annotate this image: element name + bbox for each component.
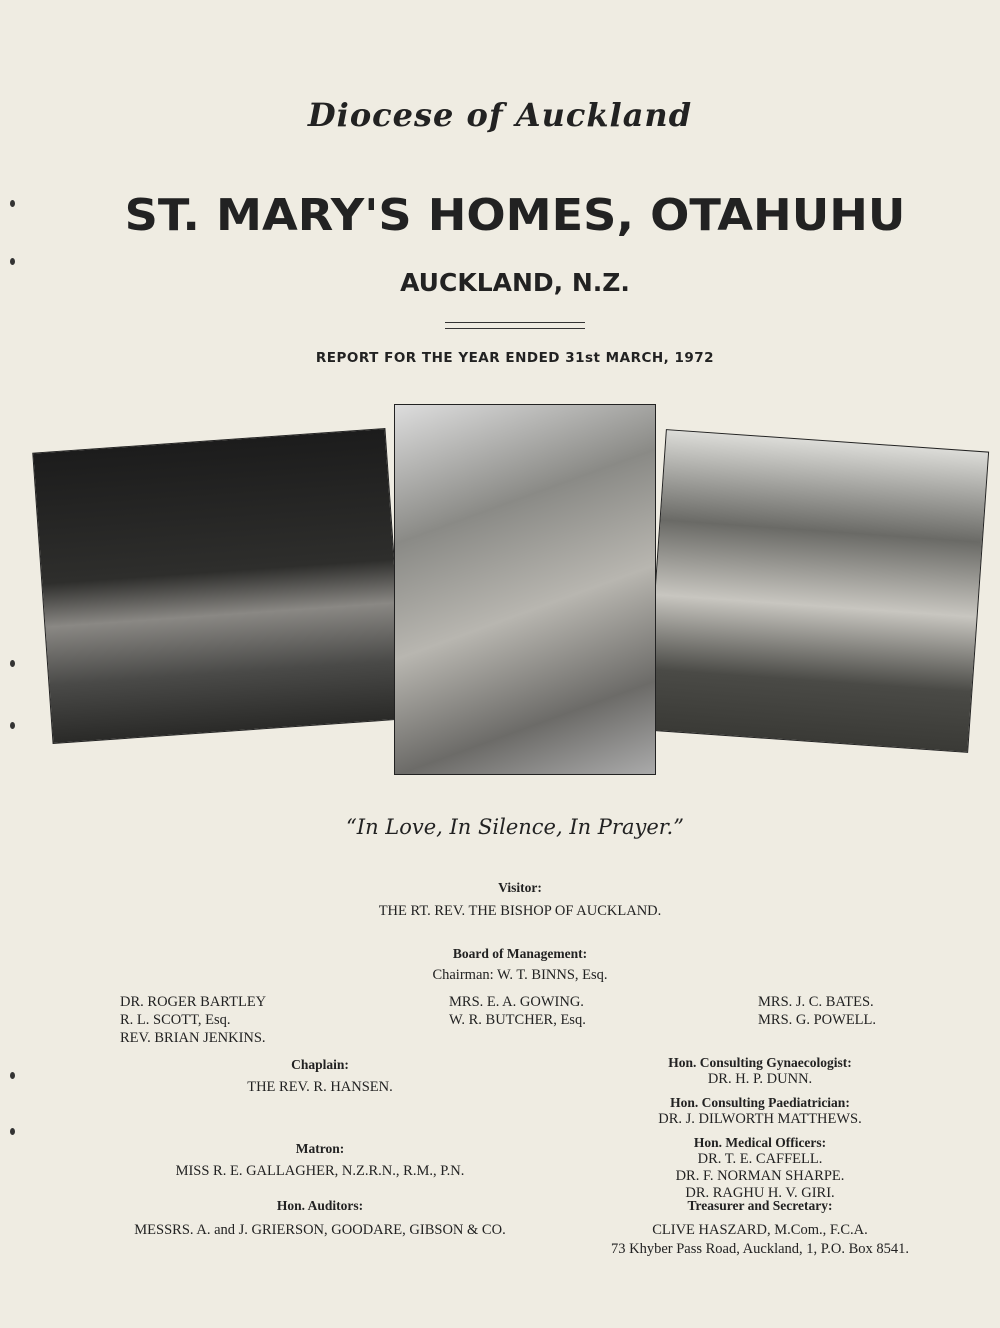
paediatrician-name: DR. J. DILWORTH MATTHEWS. — [658, 1111, 862, 1127]
medical-heading: Hon. Medical Officers: — [693, 1135, 827, 1150]
nursery-photo — [394, 404, 656, 775]
diocese-heading: Diocese of Auckland — [307, 96, 693, 134]
treasurer-name: CLIVE HASZARD, M.Com., F.C.A. — [652, 1222, 868, 1238]
matron-name: MISS R. E. GALLAGHER, N.Z.R.N., R.M., P.N. — [175, 1163, 465, 1179]
report-subtitle: REPORT FOR THE YEAR ENDED 31st MARCH, 1972 — [315, 350, 715, 366]
chaplain-heading: Chaplain: — [291, 1057, 349, 1072]
location: AUCKLAND, N.Z. — [400, 268, 630, 297]
gynaecologist-heading: Hon. Consulting Gynaecologist: — [668, 1055, 852, 1070]
treasurer-heading: Treasurer and Secretary: — [687, 1198, 833, 1213]
board-middle-column — [449, 993, 586, 1029]
paediatrician-heading: Hon. Consulting Paediatrician: — [670, 1095, 850, 1110]
treasurer-section — [550, 1198, 970, 1258]
medical-officer: DR. T. E. CAFFELL. — [697, 1151, 823, 1167]
punch-hole — [10, 1128, 15, 1135]
board-member: MRS. G. POWELL. — [758, 1012, 877, 1028]
matron-heading: Matron: — [295, 1141, 345, 1156]
board-member: MRS. J. C. BATES. — [758, 994, 874, 1010]
board-member: REV. BRIAN JENKINS. — [120, 1030, 266, 1046]
visitor-name: THE RT. REV. THE BISHOP OF AUCKLAND. — [378, 903, 662, 919]
treasurer-address: 73 Khyber Pass Road, Auckland, 1, P.O. Box 8541. — [610, 1241, 910, 1257]
double-rule-divider — [445, 322, 585, 329]
right-officers — [560, 1054, 960, 1202]
gynaecologist-name: DR. H. P. DUNN. — [707, 1071, 813, 1087]
page-title: ST. MARY'S HOMES, OTAHUHU — [124, 190, 906, 241]
board-member: R. L. SCOTT, Esq. — [120, 1012, 231, 1028]
board-heading: Board of Management: — [452, 946, 588, 961]
chaplain-name: THE REV. R. HANSEN. — [247, 1079, 393, 1095]
board-member: W. R. BUTCHER, Esq. — [449, 1012, 586, 1028]
medical-officer: DR. RAGHU H. V. GIRI. — [685, 1185, 835, 1201]
auditors-name: MESSRS. A. and J. GRIERSON, GOODARE, GIBSON & CO. — [134, 1222, 506, 1238]
visitor-heading: Visitor: — [498, 880, 542, 895]
board-left-column — [120, 993, 266, 1047]
medical-officer: DR. F. NORMAN SHARPE. — [675, 1168, 845, 1184]
board-right-column — [758, 993, 876, 1029]
board-chairman: Chairman: W. T. BINNS, Esq. — [432, 967, 608, 983]
auditors-section — [110, 1198, 530, 1239]
chapel-photo — [32, 428, 406, 744]
board-member: DR. ROGER BARTLEY — [120, 994, 267, 1010]
chaplain-section — [120, 1057, 520, 1096]
motto: “In Love, In Silence, In Prayer.” — [346, 815, 684, 839]
auditors-heading: Hon. Auditors: — [276, 1198, 364, 1213]
house-photo — [645, 429, 989, 753]
punch-hole — [10, 258, 15, 265]
punch-hole — [10, 660, 15, 667]
matron-section — [120, 1141, 520, 1180]
punch-hole — [10, 722, 15, 729]
board-member: MRS. E. A. GOWING. — [449, 994, 584, 1010]
punch-hole — [10, 1072, 15, 1079]
